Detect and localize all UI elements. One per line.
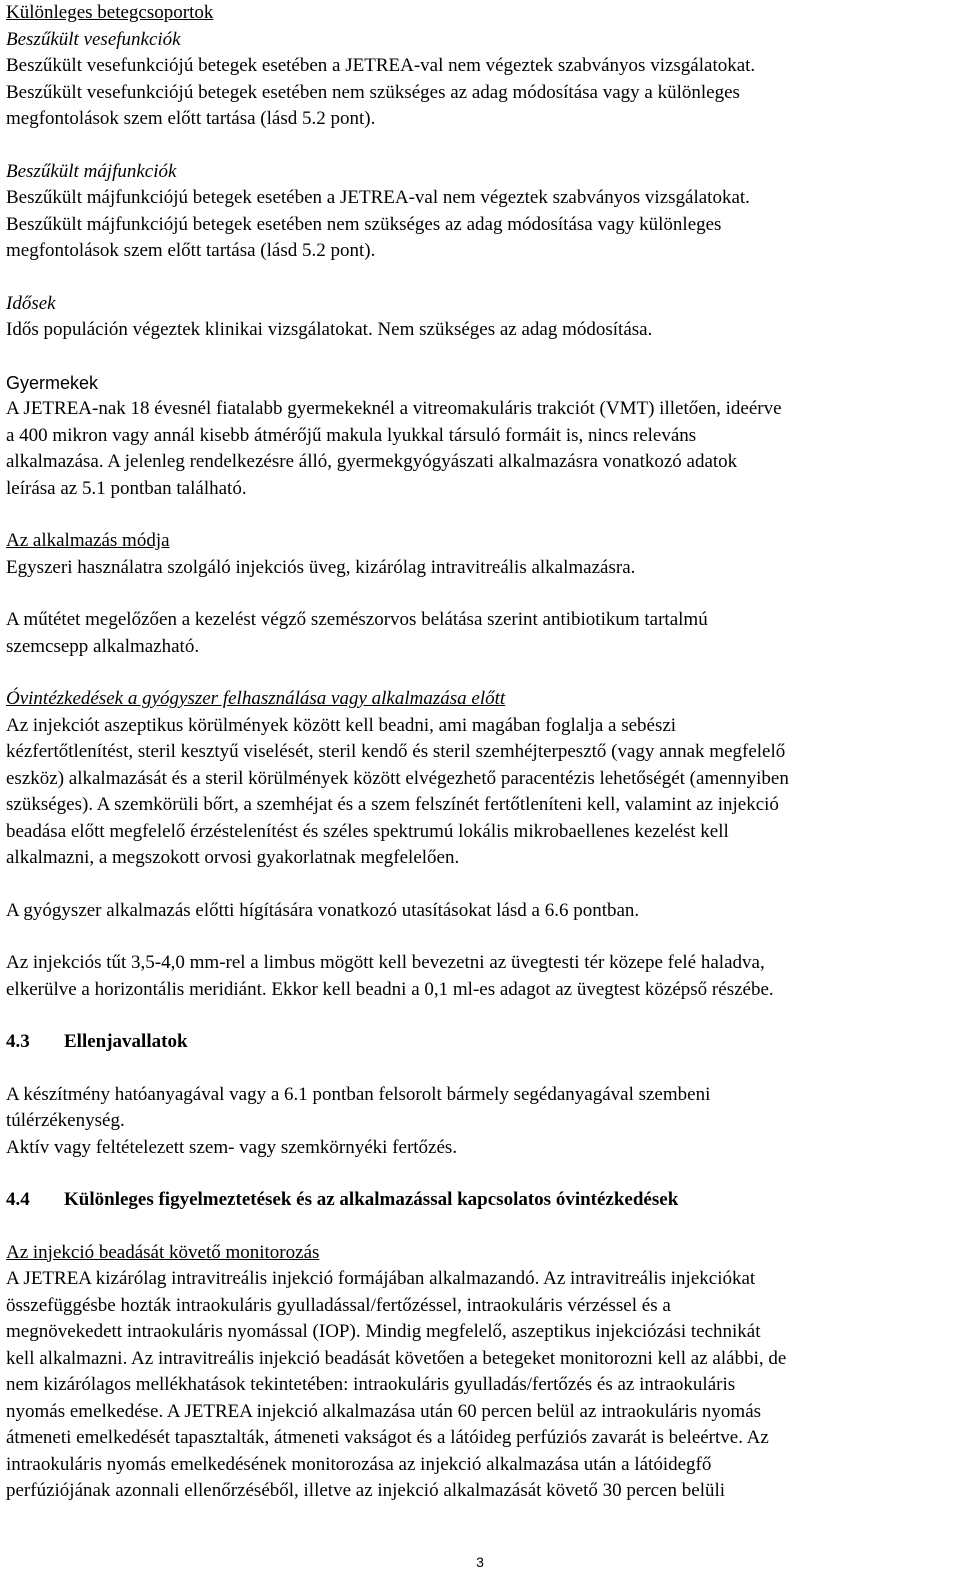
text-line: Idős populáción végeztek klinikai vizsgálatokat. Nem szükséges az adag módosítása. [6, 319, 653, 340]
subtitle-renal: Beszűkült vesefunkciók [6, 28, 181, 50]
text-line: átmeneti emelkedését tapasztalták, átmeneti vakságot és a látóideg perfúziós zavarát is beleértve. Az [6, 1427, 769, 1448]
subtitle-pediatric: Gyermekek [6, 372, 99, 393]
section-pediatric [6, 370, 956, 503]
text-line: alkalmazni, a megszokott orvosi gyakorlatnak megfelelően. [6, 847, 460, 868]
text-line: A JETREA-nak 18 évesnél fiatalabb gyermekeknél a vitreomakuláris trakciót (VMT) illetően, ideérve [6, 398, 782, 419]
heading-title: Különleges figyelmeztetések és az alkalmazással kapcsolatos óvintézkedések [64, 1189, 679, 1210]
section-title-precautions: Óvintézkedések a gyógyszer felhasználása vagy alkalmazása előtt [6, 688, 506, 709]
paragraph-injection [6, 950, 956, 1003]
text-line: megfontolások szem előtt tartása (lásd 5.2 pont). [6, 240, 376, 261]
document-body [6, 0, 956, 1505]
heading-number: 4.4 [6, 1189, 30, 1210]
page-number: 3 [476, 1554, 484, 1570]
subtitle-hepatic: Beszűkült májfunkciók [6, 160, 177, 182]
section-elderly [6, 291, 956, 344]
text-line: szükséges). A szemkörüli bőrt, a szemhéjat és a szem felszínét fertőtleníteni kell, valamint az injekció [6, 794, 779, 815]
text-line: A készítmény hatóanyagával vagy a 6.1 pontban felsorolt bármely segédanyagával szembeni [6, 1083, 711, 1105]
section-special-populations [6, 0, 956, 133]
text-line: kézfertőtlenítést, steril kesztyű viselését, steril kendő és steril szemhéjterpesztő (vagy annak megfelelő [6, 741, 786, 762]
section-precautions [6, 686, 956, 872]
text-line: megnövekedett intraokuláris nyomással (IOP). Mindig megfelelő, aszeptikus injekciózási technikát [6, 1321, 761, 1342]
text-line: nyomás emelkedése. A JETREA injekció alkalmazása után 60 percen belül az intraokuláris nyomás [6, 1400, 762, 1422]
text-line: nem kizárólagos mellékhatások tekintetében: intraokuláris gyulladás/fertőzés és az intraokuláris [6, 1374, 736, 1395]
heading-4-4 [6, 1187, 956, 1214]
text-line: szemcsepp alkalmazható. [6, 635, 200, 657]
text-line: leírása az 5.1 pontban található. [6, 477, 247, 499]
text-line: kell alkalmazni. Az intravitreális injekció beadását követően a betegeket monitorozni kell az alábbi, de [6, 1347, 787, 1369]
section-title-monitoring: Az injekció beadását követő monitorozás [6, 1241, 320, 1263]
heading-4-3 [6, 1029, 956, 1056]
text-line: A gyógyszer alkalmazás előtti hígítására vonatkozó utasításokat lásd a 6.6 pontban. [6, 899, 640, 921]
section-administration [6, 528, 956, 581]
section-hepatic [6, 159, 956, 265]
text-line: alkalmazása. A jelenleg rendelkezésre álló, gyermekgyógyászati alkalmazásra vonatkozó adatok [6, 451, 738, 472]
text-line: beadása előtt megfelelő érzéstelenítést és széles spektrumú lokális mikrobaellenes kezelést kell [6, 820, 729, 842]
text-line: Beszűkült májfunkciójú betegek esetében nem szükséges az adag módosítása vagy különleges [6, 213, 722, 235]
heading-title: Ellenjavallatok [64, 1031, 188, 1052]
section-monitoring [6, 1240, 956, 1505]
section-title-special-populations: Különleges betegcsoportok [6, 2, 214, 23]
text-line: A műtétet megelőzően a kezelést végző szemészorvos belátása szerint antibiotikum tartalmú [6, 609, 708, 630]
text-line: a 400 mikron vagy annál kisebb átmérőjű makula lyukkal társuló formáit is, nincs releváns [6, 424, 697, 446]
text-line: megfontolások szem előtt tartása (lásd 5.2 pont). [6, 108, 376, 129]
paragraph-antibiotic [6, 607, 956, 660]
text-line: összefüggésbe hozták intraokuláris gyulladással/fertőzéssel, intraokuláris vérzéssel és a [6, 1294, 671, 1316]
subtitle-elderly: Idősek [6, 292, 56, 314]
text-line: A JETREA kizárólag intravitreális injekció formájában alkalmazandó. Az intravitreális injekciókat [6, 1268, 756, 1289]
text-line: Beszűkült vesefunkciójú betegek esetében nem szükséges az adag módosítása vagy a különleges [6, 81, 740, 103]
paragraph-dilution [6, 898, 956, 925]
text-line: intraokuláris nyomás emelkedésének monitorozása az injekció alkalmazása után a látóidegfő [6, 1453, 712, 1475]
text-line: túlérzékenység. [6, 1110, 125, 1131]
text-line: Az injekciós tűt 3,5-4,0 mm-rel a limbus mögött kell bevezetni az üvegtesti tér közepe felé haladva, [6, 952, 765, 973]
text-line: Az injekciót aszeptikus körülmények között kell beadni, ami magában foglalja a sebészi [6, 714, 677, 736]
text-line: perfúziójának azonnali ellenőrzéséből, illetve az injekció alkalmazását követő 30 percen belüli [6, 1480, 726, 1501]
text-line: Beszűkült májfunkciójú betegek esetében a JETREA-val nem végeztek szabványos vizsgálatokat. [6, 187, 750, 208]
heading-number: 4.3 [6, 1031, 30, 1052]
text-line: Beszűkült vesefunkciójú betegek esetében a JETREA-val nem végeztek szabványos vizsgálatokat. [6, 55, 756, 76]
text-line: Aktív vagy feltételezett szem- vagy szemkörnyéki fertőzés. [6, 1136, 458, 1158]
text-line: Egyszeri használatra szolgáló injekciós üveg, kizárólag intravitreális alkalmazásra. [6, 556, 636, 578]
section-contraindications [6, 1082, 956, 1162]
section-title-administration: Az alkalmazás módja [6, 530, 170, 551]
text-line: eszköz) alkalmazását és a steril körülmények között elvégezhető paracentézis lehetőségét (amennyiben [6, 767, 789, 789]
text-line: elkerülve a horizontális meridiánt. Ekkor kell beadni a 0,1 ml-es adagot az üvegtest középső részébe. [6, 978, 774, 1000]
